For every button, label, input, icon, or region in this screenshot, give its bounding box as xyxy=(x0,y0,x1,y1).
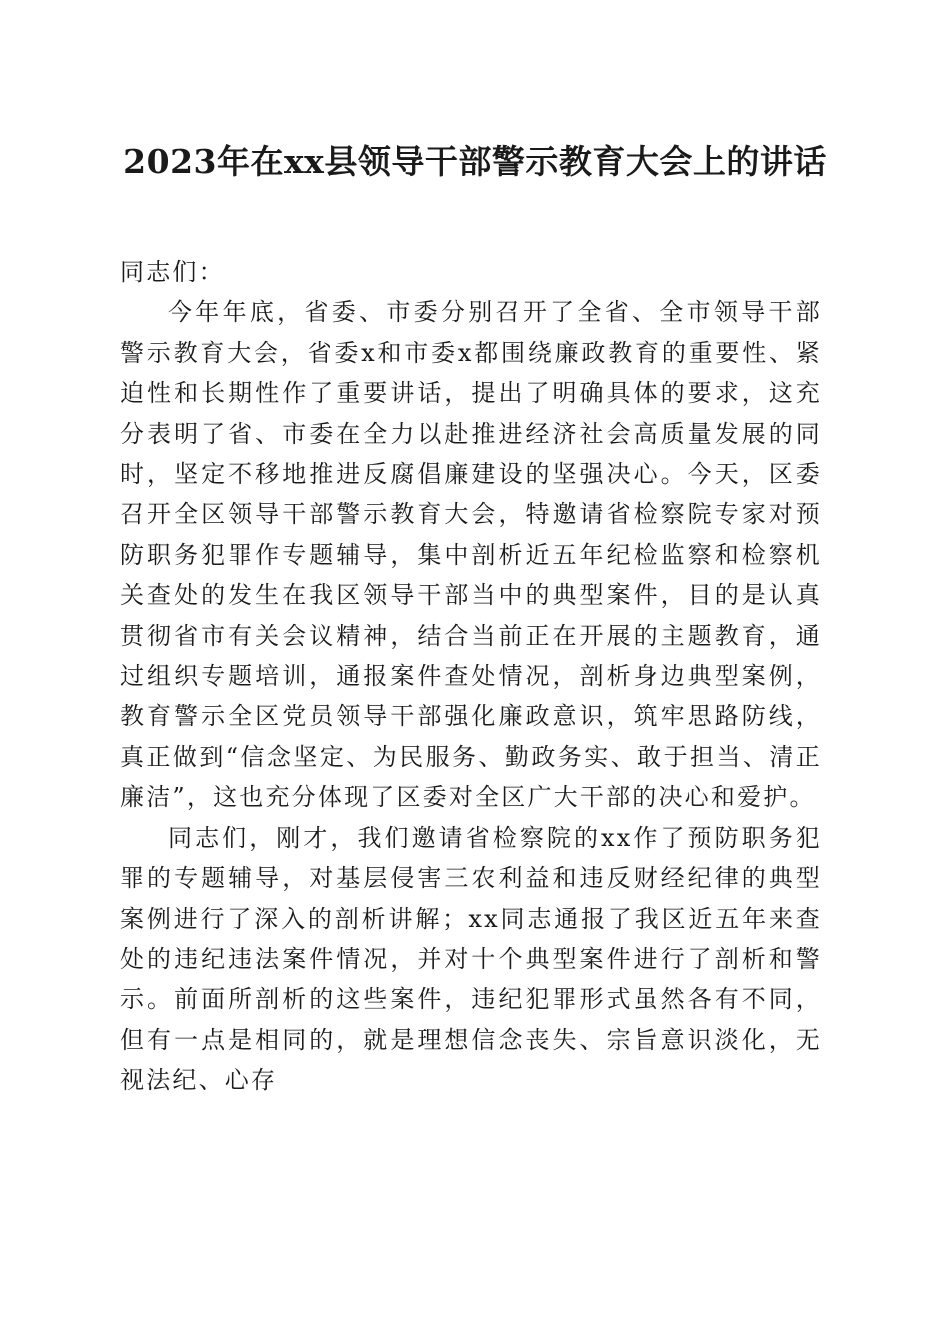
greeting: 同志们： xyxy=(120,258,225,286)
document-body xyxy=(120,252,822,1101)
document-title: 2023年在xx县领导干部警示教育大会上的讲话 xyxy=(123,142,827,181)
paragraph: 今年年底，省委、市委分别召开了全省、全市领导干部警示教育大会，省委x和市委x都围绕廉政教育的重要性、紧迫性和长期性作了重要讲话，提出了明确具体的要求，这充分表明了省、市委在全力以赴推进经济社会高质量发展的同时，坚定不移地推进反腐倡廉建设的坚强决心。今天，区委召开全区领导干部警示教育大会，特邀请省检察院专家对预防职务犯罪作专题辅导，集中剖析近五年纪检监察和检察机关查处的发生在我区领导干部当中的典型案件，目的是认真贯彻省市有关会议精神，结合当前正在开展的主题教育，通过组织专题培训，通报案件查处情况，剖析身边典型案例，教育警示全区党员领导干部强化廉政意识，筑牢思路防线，真正做到“信念坚定、为民服务、勤政务实、敢于担当、清正廉洁”，这也充分体现了区委对全区广大干部的决心和爱护。 xyxy=(120,298,822,812)
paragraph: 同志们，刚才，我们邀请省检察院的xx作了预防职务犯罪的专题辅导，对基层侵害三农利益和违反财经纪律的典型案例进行了深入的剖析讲解；xx同志通报了我区近五年来查处的违纪违法案件情况，并对十个典型案件进行了剖析和警示。前面所剖析的这些案件，违纪犯罪形式虽然各有不同，但有一点是相同的，就是理想信念丧失、宗旨意识淡化，无视法纪、心存 xyxy=(120,823,822,1095)
